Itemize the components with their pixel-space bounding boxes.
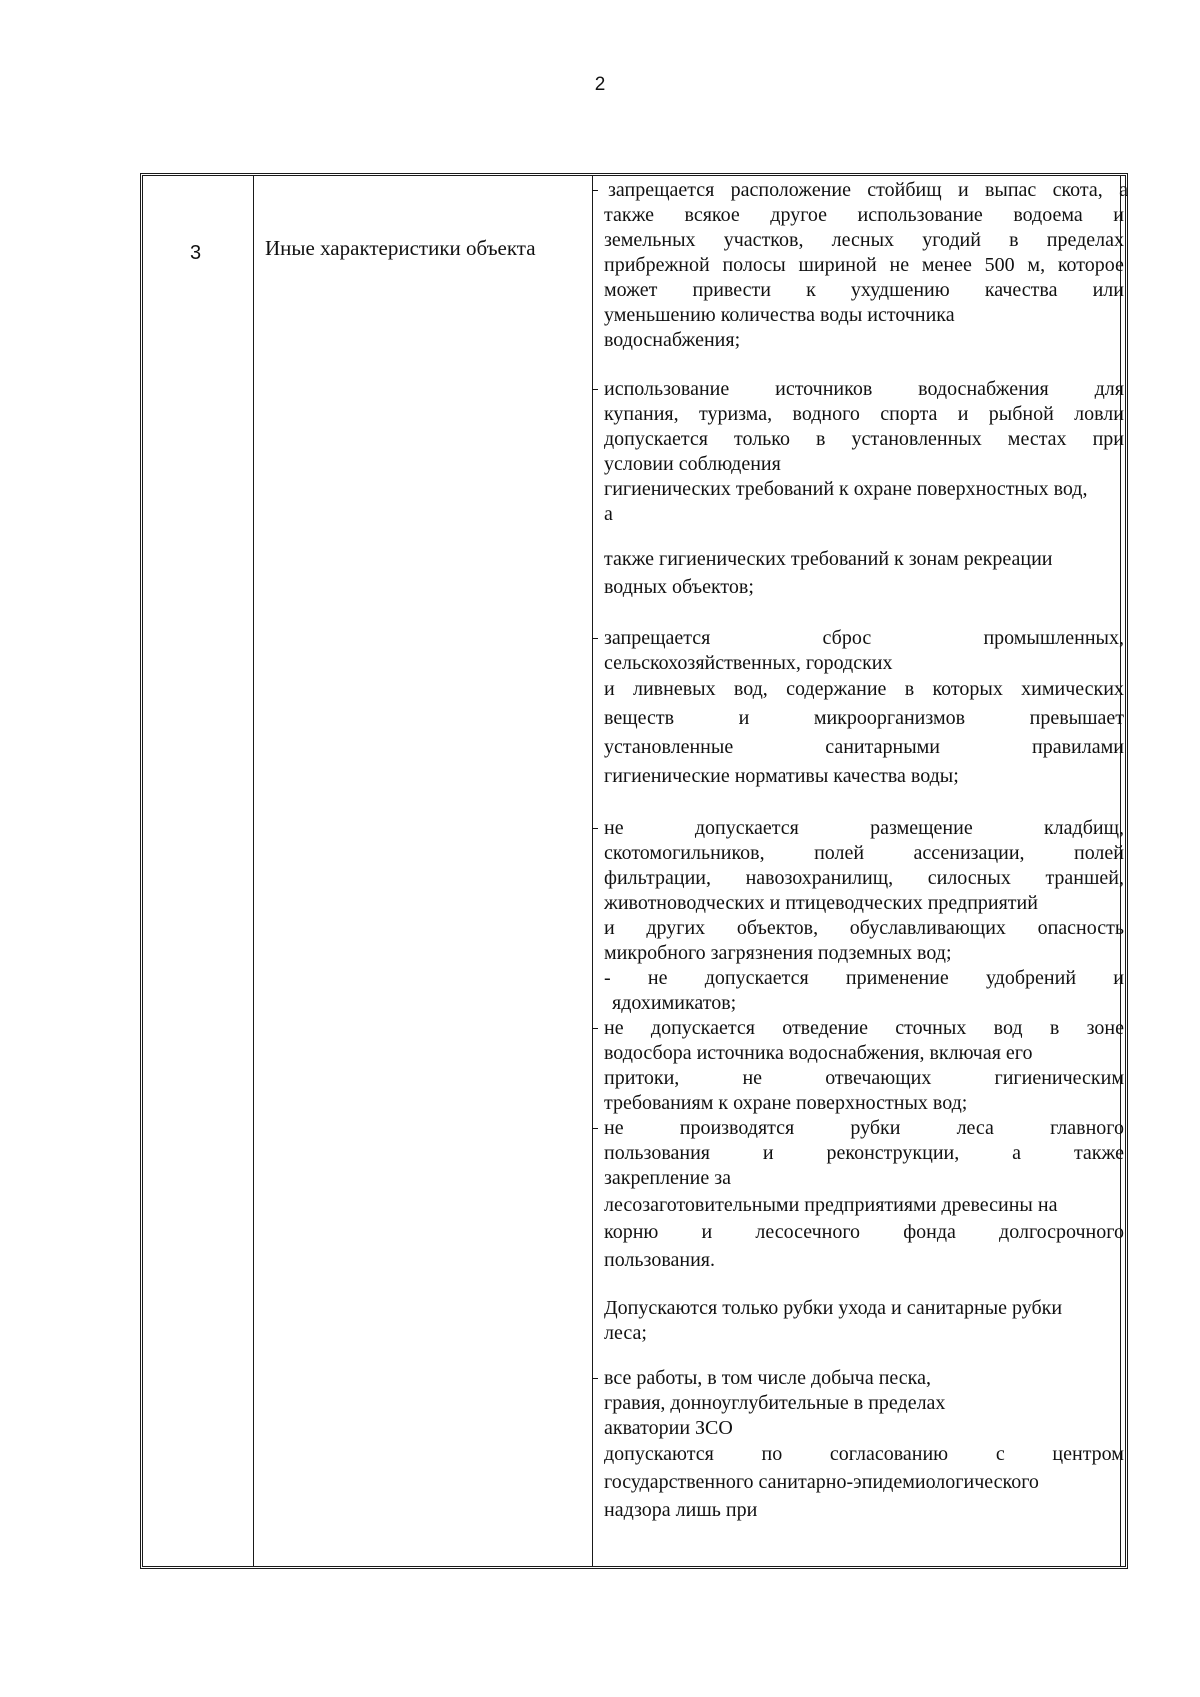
text-line: государственного санитарно-эпидемиологического xyxy=(604,1471,1039,1493)
text-line: закрепление за xyxy=(604,1167,731,1189)
text-line: пользования и реконструкции, а также xyxy=(604,1142,1124,1164)
text-line: купания, туризма, водного спорта и рыбной ловли xyxy=(604,403,1124,425)
text-line: установленные санитарными правилами xyxy=(604,736,1124,758)
text-line: акватории ЗСО xyxy=(604,1417,733,1439)
column-divider xyxy=(253,176,254,1566)
bullet-dash xyxy=(592,1378,598,1379)
text-line: водных объектов; xyxy=(604,576,754,598)
text-line: гигиенических требований к охране поверхностных вод, xyxy=(604,478,1088,500)
text-line: микробного загрязнения подземных вод; xyxy=(604,942,952,964)
row-number: 3 xyxy=(190,242,202,264)
text-line: требованиям к охране поверхностных вод; xyxy=(604,1092,968,1114)
text-line: запрещается сброс промышленных, xyxy=(604,627,1124,649)
text-line: запрещается расположение стойбищ и выпас скота, а xyxy=(608,179,1128,201)
text-line: притоки, не отвечающих гигиеническим xyxy=(604,1067,1124,1089)
text-line: допускается только в установленных местах при xyxy=(604,428,1124,450)
text-line: лесозаготовительными предприятиями древесины на xyxy=(604,1194,1058,1216)
text-line: фильтрации, навозохранилищ, силосных траншей, xyxy=(604,867,1124,889)
page-number: 2 xyxy=(594,74,606,95)
row-title: Иные характеристики объекта xyxy=(265,236,536,260)
text-line: гравия, донноуглубительные в пределах xyxy=(604,1392,946,1414)
text-line: животноводческих и птицеводческих предприятий xyxy=(604,892,1038,914)
bullet-dash xyxy=(592,190,598,191)
bullet-dash xyxy=(592,638,598,639)
text-line: не допускается размещение кладбищ, xyxy=(604,817,1124,839)
column-divider xyxy=(592,176,593,1566)
text-line: гигиенические нормативы качества воды; xyxy=(604,765,959,787)
text-line: сельскохозяйственных, городских xyxy=(604,652,893,674)
bullet-dash xyxy=(592,1028,598,1029)
text-line: надзора лишь при xyxy=(604,1499,758,1521)
bullet-dash xyxy=(592,828,598,829)
text-line: условии соблюдения xyxy=(604,453,781,475)
text-line: веществ и микроорганизмов превышает xyxy=(604,707,1124,729)
text-line: может привести к ухудшению качества или xyxy=(604,279,1124,301)
bullet-dash xyxy=(592,1128,598,1129)
text-line: прибрежной полосы шириной не менее 500 м, которое xyxy=(604,254,1124,276)
text-line: пользования. xyxy=(604,1249,715,1271)
text-line: корню и лесосечного фонда долгосрочного xyxy=(604,1221,1124,1243)
text-line: использование источников водоснабжения для xyxy=(604,378,1124,400)
text-line: все работы, в том числе добыча песка, xyxy=(604,1367,931,1389)
text-line: леса; xyxy=(604,1322,647,1344)
text-line: уменьшению количества воды источника xyxy=(604,304,955,326)
text-line: и других объектов, обуславливающих опасность xyxy=(604,917,1124,939)
text-line: также всякое другое использование водоема и xyxy=(604,204,1124,226)
text-line: и ливневых вод, содержание в которых химических xyxy=(604,678,1124,700)
text-line: земельных участков, лесных угодий в пределах xyxy=(604,229,1124,251)
text-line: допускаются по согласованию с центром xyxy=(604,1443,1124,1465)
text-line: скотомогильников, полей ассенизации, полей xyxy=(604,842,1124,864)
text-line: Допускаются только рубки ухода и санитарные рубки xyxy=(604,1297,1063,1319)
text-line: не допускается отведение сточных вод в зоне xyxy=(604,1017,1124,1039)
text-line: - не допускается применение удобрений и xyxy=(604,967,1124,989)
bullet-dash xyxy=(592,389,598,390)
text-line: а xyxy=(604,503,613,525)
text-line: ядохимикатов; xyxy=(612,992,737,1014)
text-line: водоснабжения; xyxy=(604,329,741,351)
text-line: не производятся рубки леса главного xyxy=(604,1117,1124,1139)
text-line: также гигиенических требований к зонам рекреации xyxy=(604,548,1053,570)
text-line: водосбора источника водоснабжения, включая его xyxy=(604,1042,1033,1064)
